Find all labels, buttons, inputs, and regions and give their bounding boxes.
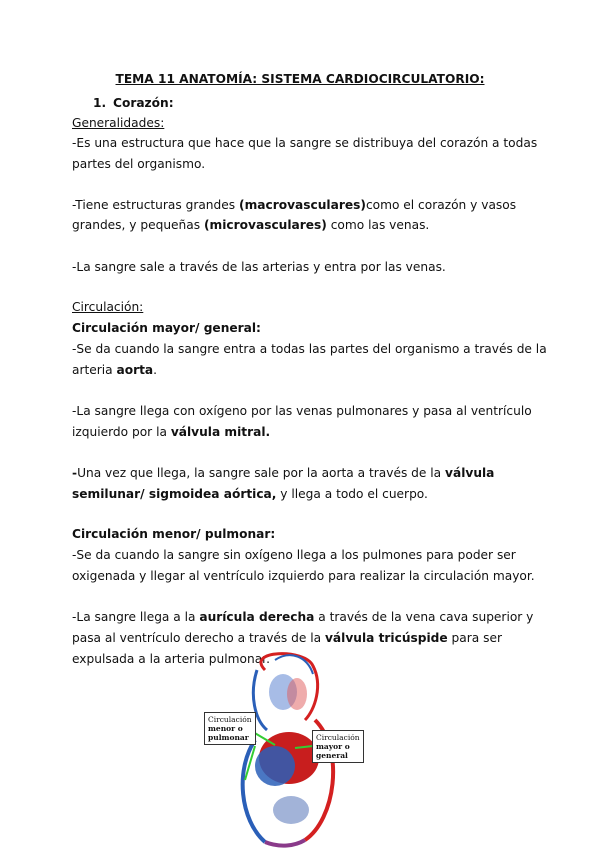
text-run: -La sangre llega a la	[72, 610, 200, 624]
text-run: Una vez que llega, la sangre sale por la aorta a través de la	[77, 466, 446, 480]
label-circulacion-menor	[204, 712, 256, 745]
document-title: TEMA 11 ANATOMÍA: SISTEMA CARDIOCIRCULATORIO:	[115, 72, 485, 86]
paragraph-line: -La sangre llega con oxígeno por las venas pulmonares y pasa al ventrículo	[72, 404, 532, 418]
label-line: Circulación	[316, 733, 360, 742]
text-run: como las venas.	[326, 218, 430, 232]
heading-circulacion-menor: Circulación menor/ pulmonar:	[72, 527, 276, 541]
bold-term: aorta	[116, 363, 154, 377]
text-run: a través de la vena cava superior y	[314, 610, 534, 624]
paragraph-line	[72, 425, 270, 439]
paragraph-line: oxigenada y llegar al ventrículo izquierdo para realizar la circulación mayor.	[72, 569, 535, 583]
text-run: como el corazón y vasos	[365, 198, 517, 212]
label-line: mayor o	[316, 742, 350, 751]
text-run: arteria	[72, 363, 117, 377]
paragraph-line: -Se da cuando la sangre entra a todas las partes del organismo a través de la	[72, 342, 547, 356]
paragraph-line: expulsada a la arteria pulmonar.	[72, 652, 270, 666]
text-run: para ser	[447, 631, 502, 645]
organ-shape	[273, 796, 309, 824]
capillary-vessel	[265, 840, 305, 846]
section-heading-corazon: Corazón:	[113, 96, 174, 110]
label-line: Circulación	[208, 715, 252, 724]
bold-term: válvula tricúspide	[324, 631, 448, 645]
heading-generalidades: Generalidades:	[72, 116, 165, 130]
paragraph-line	[72, 610, 533, 624]
paragraph-line	[72, 631, 502, 645]
paragraph-line	[72, 218, 429, 232]
bold-term: -	[72, 466, 78, 480]
paragraph-line	[72, 466, 494, 480]
paragraph-line	[72, 198, 516, 212]
paragraph-line: -La sangre sale a través de las arterias y entra por las venas.	[72, 260, 446, 274]
text-run: pasa al ventrículo derecho a través de la	[72, 631, 325, 645]
label-line: pulmonar	[208, 733, 249, 742]
label-line: general	[316, 751, 348, 760]
paragraph-line: partes del organismo.	[72, 157, 206, 171]
heading-circulacion-mayor: Circulación mayor/ general:	[72, 321, 261, 335]
venous-vessel	[275, 655, 313, 674]
bold-term: válvula mitral.	[170, 425, 271, 439]
section-number-text: 1.	[93, 96, 107, 110]
label-line: menor o	[208, 724, 243, 733]
paragraph-line: -Se da cuando la sangre sin oxígeno llega a los pulmones para poder ser	[72, 548, 516, 562]
bold-term: aurícula derecha	[199, 610, 315, 624]
text-run: .	[153, 363, 158, 377]
heading-circulacion: Circulación:	[72, 300, 144, 314]
bold-term: semilunar/ sigmoidea aórtica,	[72, 487, 277, 501]
text-run: grandes, y pequeñas	[72, 218, 204, 232]
paragraph-line: -Es una estructura que hace que la sangre se distribuya del corazón a todas	[72, 136, 538, 150]
section-number	[93, 96, 106, 110]
text-run: izquierdo por la	[72, 425, 171, 439]
text-run: y llega a todo el cuerpo.	[276, 487, 428, 501]
paragraph-line	[72, 363, 157, 377]
circulation-diagram	[195, 650, 365, 848]
lung-shape	[287, 678, 307, 710]
text-run: -Tiene estructuras grandes	[72, 198, 239, 212]
paragraph-line	[72, 487, 428, 501]
bold-term: válvula	[445, 466, 495, 480]
heart-right	[255, 746, 295, 786]
label-circulacion-mayor	[312, 730, 364, 763]
bold-term: (macrovasculares)	[239, 198, 366, 212]
bold-term: (microvasculares)	[203, 218, 327, 232]
